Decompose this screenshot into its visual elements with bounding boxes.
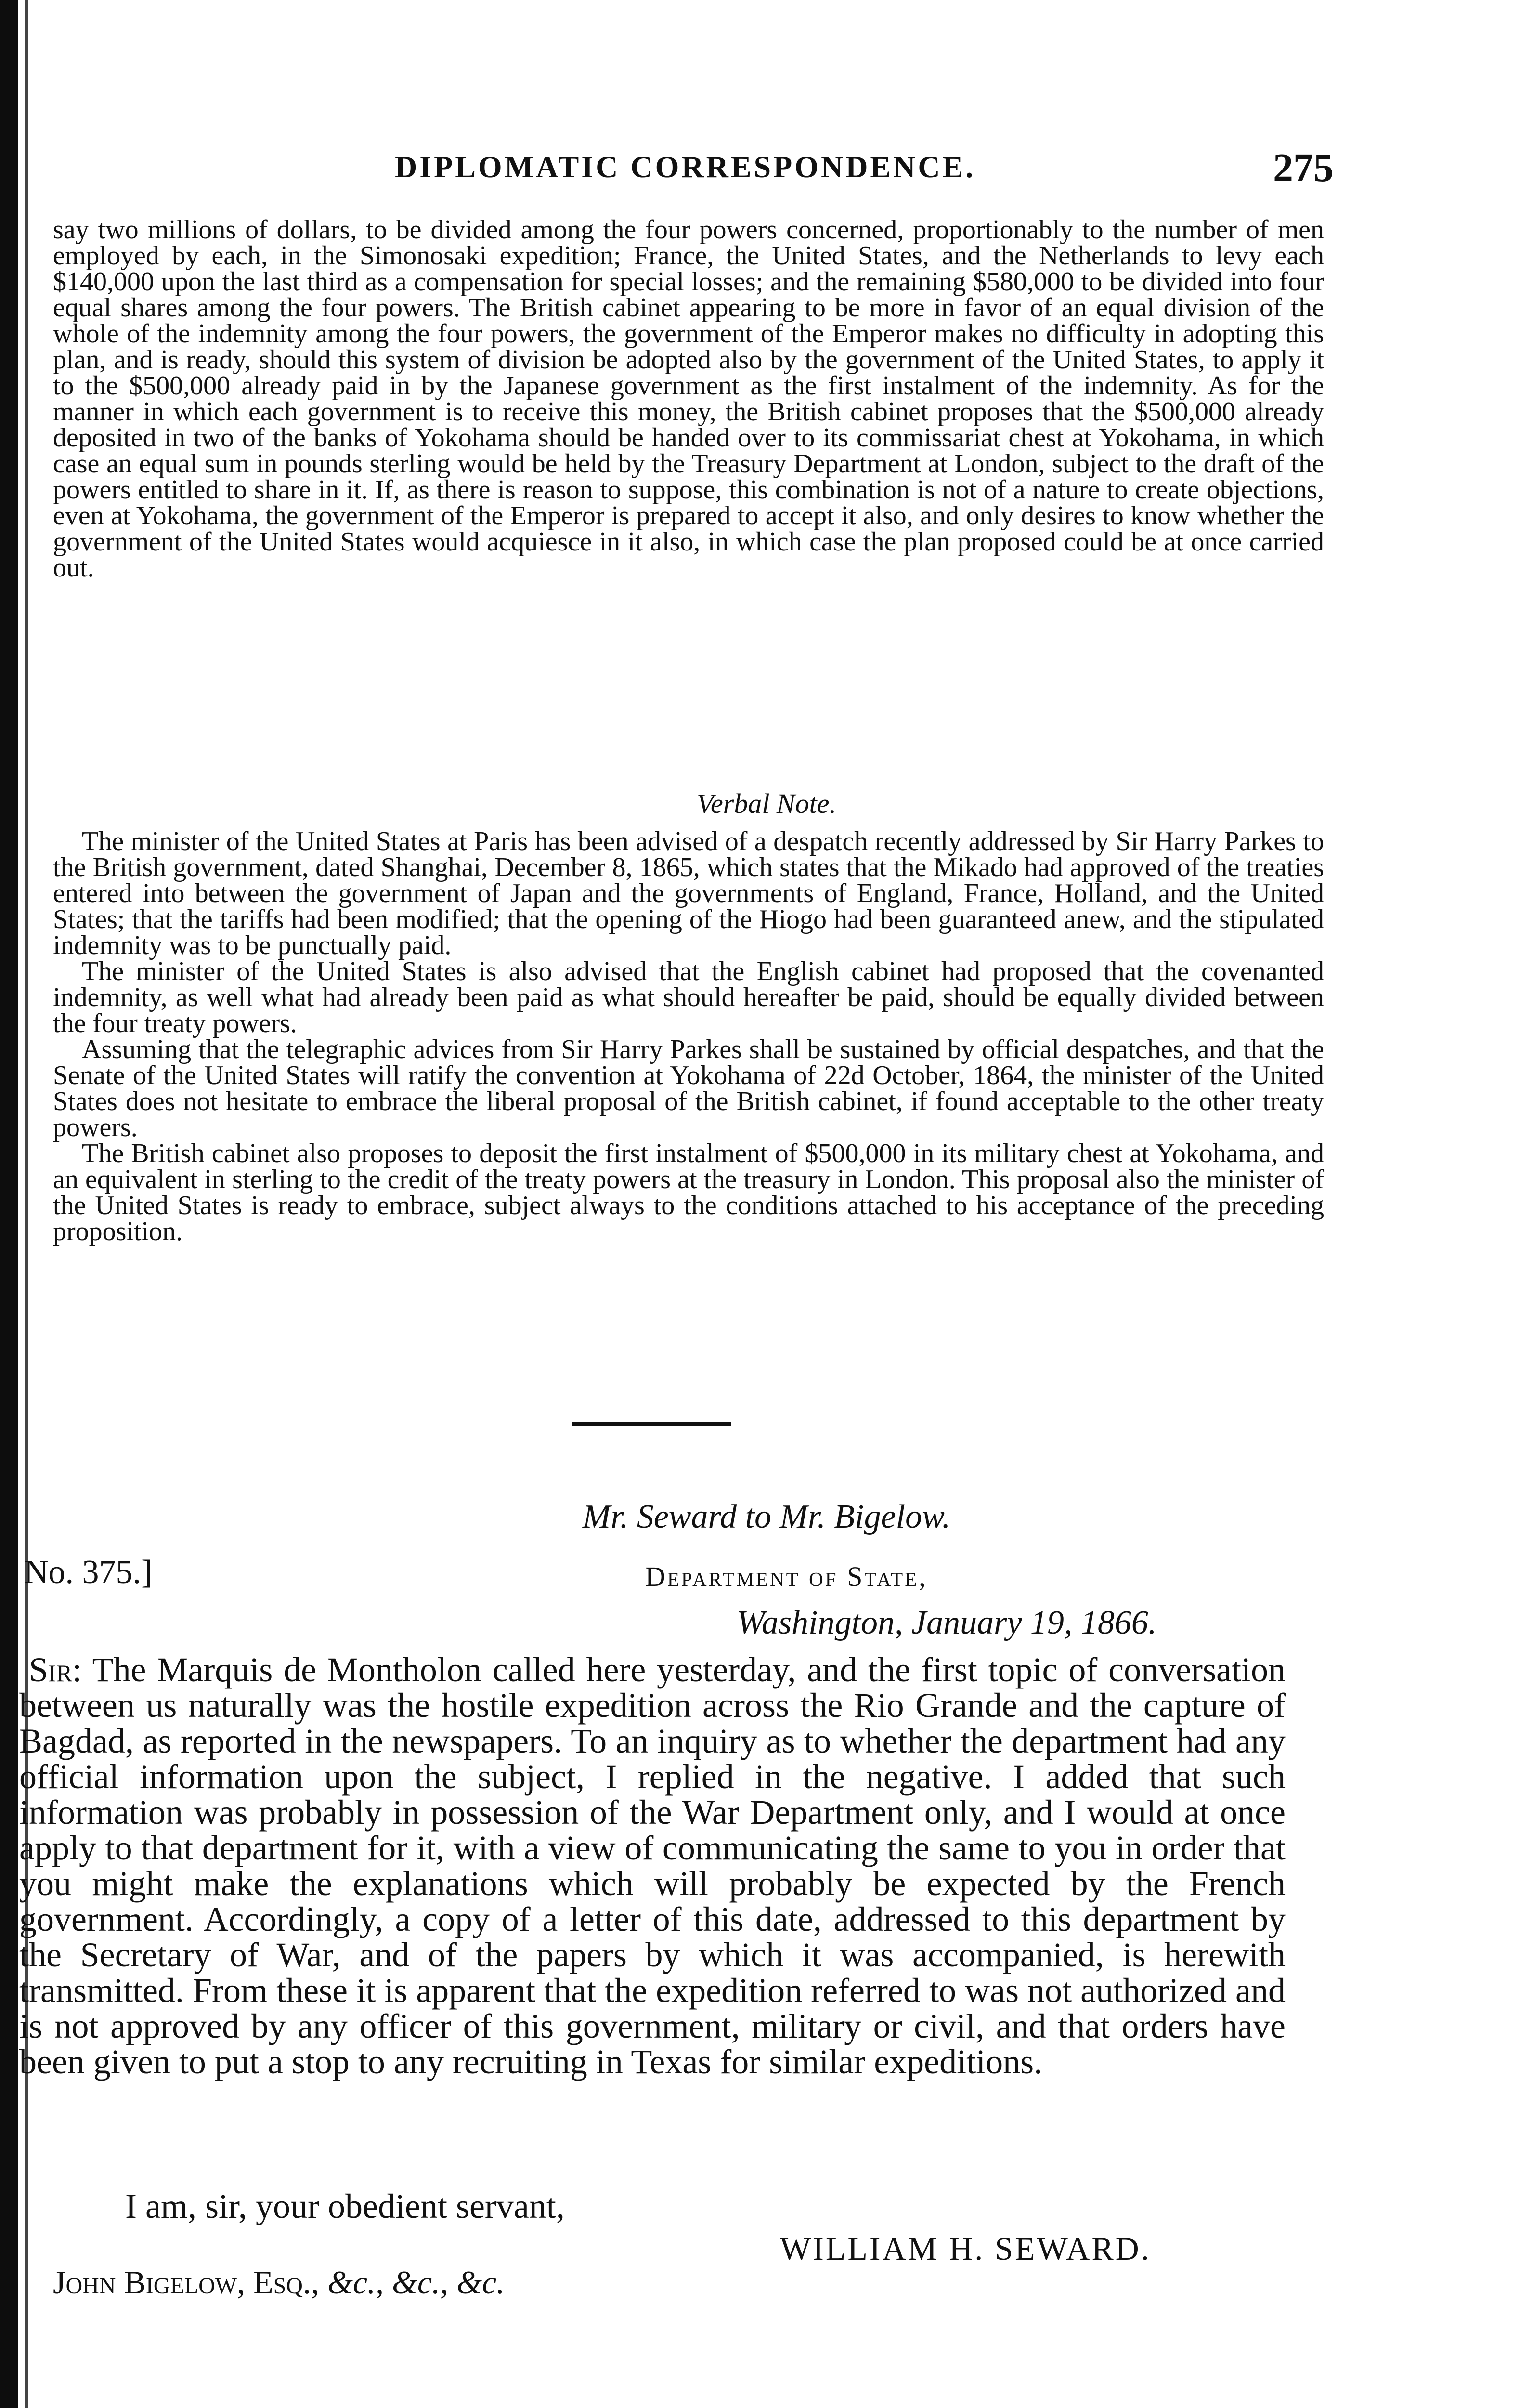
addressee-suffix: &c., &c., &c. (327, 2264, 505, 2301)
page-edge-shadow (0, 0, 18, 2408)
dateline: Washington, January 19, 1866. (737, 1604, 1157, 1641)
letter-number: No. 375.] (24, 1554, 153, 1591)
salutation: Sir: (29, 1650, 82, 1689)
department-line: Department of State, (645, 1561, 928, 1592)
verbal-note-heading: Verbal Note. (697, 788, 836, 819)
running-title: DIPLOMATIC CORRESPONDENCE. (395, 150, 976, 184)
addressee (53, 2264, 505, 2302)
verbal-note-paragraph: The minister of the United States at Paris has been advised of a despatch recently addressed by Sir Harry Parkes to the British government, dated Shanghai, December 8, 1865, which states that the Mikado had approved of the treaties entered into between the government of Japan and the governments of England, France, Holland, and the United States; that the tariffs had been modified; that the opening of the Hiogo had been guaranteed anew, and the stipulated indemnity was to be punctually paid. (53, 826, 1324, 960)
page-header (395, 144, 1334, 197)
letter-text: The Marquis de Montholon called here yesterday, and the first topic of conversation between us naturally was the hostile expedition across the Rio Grande and the capture of Bagdad, as reported in the newspapers. To an inquiry as to whether the department had any official information upon the subject, I replied in the negative. I added that such information was probably in possession of the War Department only, and I would at once apply to that department for it, with a view of communicating the same to you in order that you might make the explanations which will probably be expected by the French government. Accordingly, a copy of a letter of this date, addressed to this department by the Secretary of War, and of the papers by which it was accompanied, is herewith transmitted. From these it is apparent that the expedition referred to was not authorized and is not approved by any officer of this government, military or civil, and that orders have been given to put a stop to any recruiting in Texas for similar expeditions. (19, 1650, 1286, 2081)
verbal-note-paragraph: The minister of the United States is also advised that the English cabinet had proposed that the covenanted indemnity, as well what had already been paid as what should hereafter be paid, should be equally divided between the four treaty powers. (53, 956, 1324, 1038)
continuation-paragraph (53, 217, 1324, 581)
verbal-note-paragraph: The British cabinet also proposes to deposit the first instalment of $500,000 in its military chest at Yokohama, and an equivalent in sterling to the credit of the treaty powers at the treasury in London. This proposal also the minister of the United States is ready to embrace, subject always to the conditions attached to his acceptance of the preceding proposition. (53, 1139, 1324, 1246)
letter-heading: Mr. Seward to Mr. Bigelow. (582, 1498, 951, 1535)
verbal-note-paragraph: Assuming that the telegraphic advices from Sir Harry Parkes shall be sustained by official despatches, and that the Senate of the United States will ratify the convention at Yokohama of 22d October, 1864, the minister of the United States does not hesitate to embrace the liberal proposal of the British cabinet, if found acceptable to the other treaty powers. (53, 1034, 1324, 1142)
page-number: 275 (1273, 145, 1334, 190)
addressee-name: John Bigelow, Esq., (53, 2264, 319, 2301)
verbal-note-body (53, 828, 1324, 1244)
letter-paragraph (19, 1652, 1286, 2080)
section-divider (572, 1422, 731, 1426)
signature: WILLIAM H. SEWARD. (780, 2230, 1151, 2267)
continuation-text: say two millions of dollars, to be divided among the four powers concerned, proportionably to the number of men employed by each, in the Simonosaki expedition; France, the United States, and the Netherlands to levy each $140,000 upon the last third as a compensation for special losses; and the remaining $580,000 to be divided into four equal shares among the four powers. The British cabinet appearing to be more in favor of an equal division of the whole of the indemnity among the four powers, the government of the Emperor makes no difficulty in adopting this plan, and is ready, should this system of division be adopted also by the government of the United States, to apply it to the $500,000 already paid in by the Japanese government as the first instalment of the indemnity. As for the manner in which each government is to receive this money, the British cabinet proposes that the $500,000 already deposited in two of the banks of Yokohama should be handed over to its commissariat chest at Yokohama, in which case an equal sum in pounds sterling would be held by the Treasury Department at London, subject to the draft of the powers entitled to share in it. If, as there is reason to suppose, this combination is not of a nature to create objections, even at Yokohama, the government of the Emperor is prepared to accept it also, and only desires to know whether the government of the United States would acquiesce in it also, in which case the plan proposed could be at once carried out. (53, 215, 1324, 583)
closing-line: I am, sir, your obedient servant, (125, 2187, 565, 2225)
letter-body (19, 1652, 1286, 2080)
